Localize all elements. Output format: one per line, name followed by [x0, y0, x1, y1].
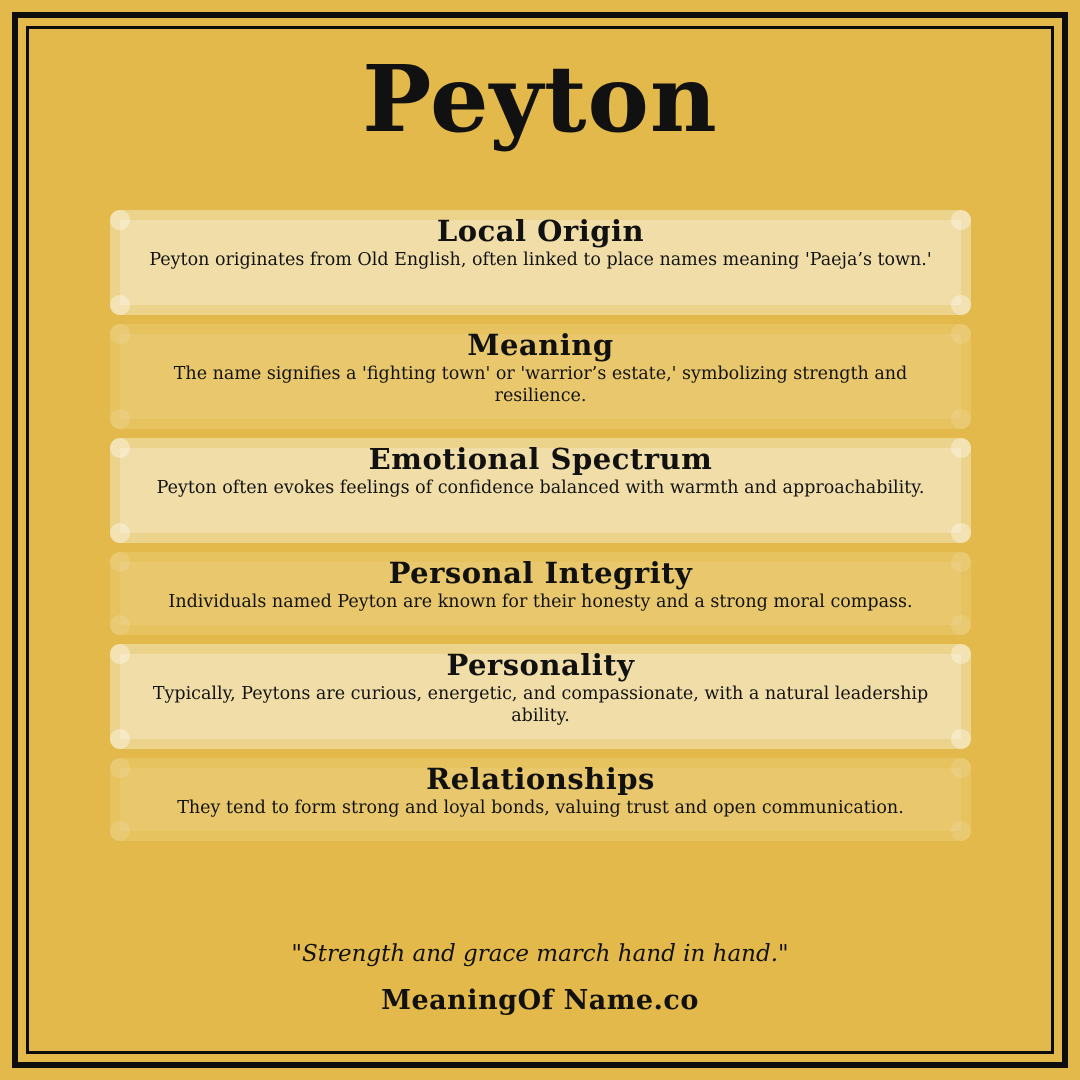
section-text: The name signifies a 'fighting town' or 'warrior’s estate,' symbolizing strength and resilience.: [173, 364, 908, 406]
section-card-personality: [110, 644, 971, 749]
section-title: Relationships: [426, 762, 655, 796]
quote: "Strength and grace march hand in hand.": [291, 941, 789, 967]
section-text: They tend to form strong and loyal bonds, valuing trust and open communication.: [177, 798, 904, 818]
page-title: Peyton: [362, 45, 718, 153]
section-card-personal-integrity: [110, 552, 971, 635]
section-text: Peyton often evokes feelings of confidence balanced with warmth and approachability.: [156, 478, 925, 498]
section-text: Typically, Peytons are curious, energetic, and compassionate, with a natural leadership ability.: [152, 684, 929, 726]
brand-footer: MeaningOf Name.co: [381, 985, 699, 1016]
section-title: Personality: [446, 648, 635, 682]
section-card-meaning: [110, 324, 971, 429]
section-title: Local Origin: [436, 214, 645, 248]
section-card-relationships: [110, 758, 971, 841]
section-card-local-origin: [110, 210, 971, 315]
section-text: Peyton originates from Old English, often linked to place names meaning 'Paeja’s town.': [149, 250, 932, 270]
section-title: Emotional Spectrum: [368, 442, 713, 476]
section-card-emotional-spectrum: [110, 438, 971, 543]
section-title: Meaning: [467, 328, 614, 362]
section-text: Individuals named Peyton are known for their honesty and a strong moral compass.: [168, 592, 913, 612]
section-title: Personal Integrity: [388, 556, 693, 590]
